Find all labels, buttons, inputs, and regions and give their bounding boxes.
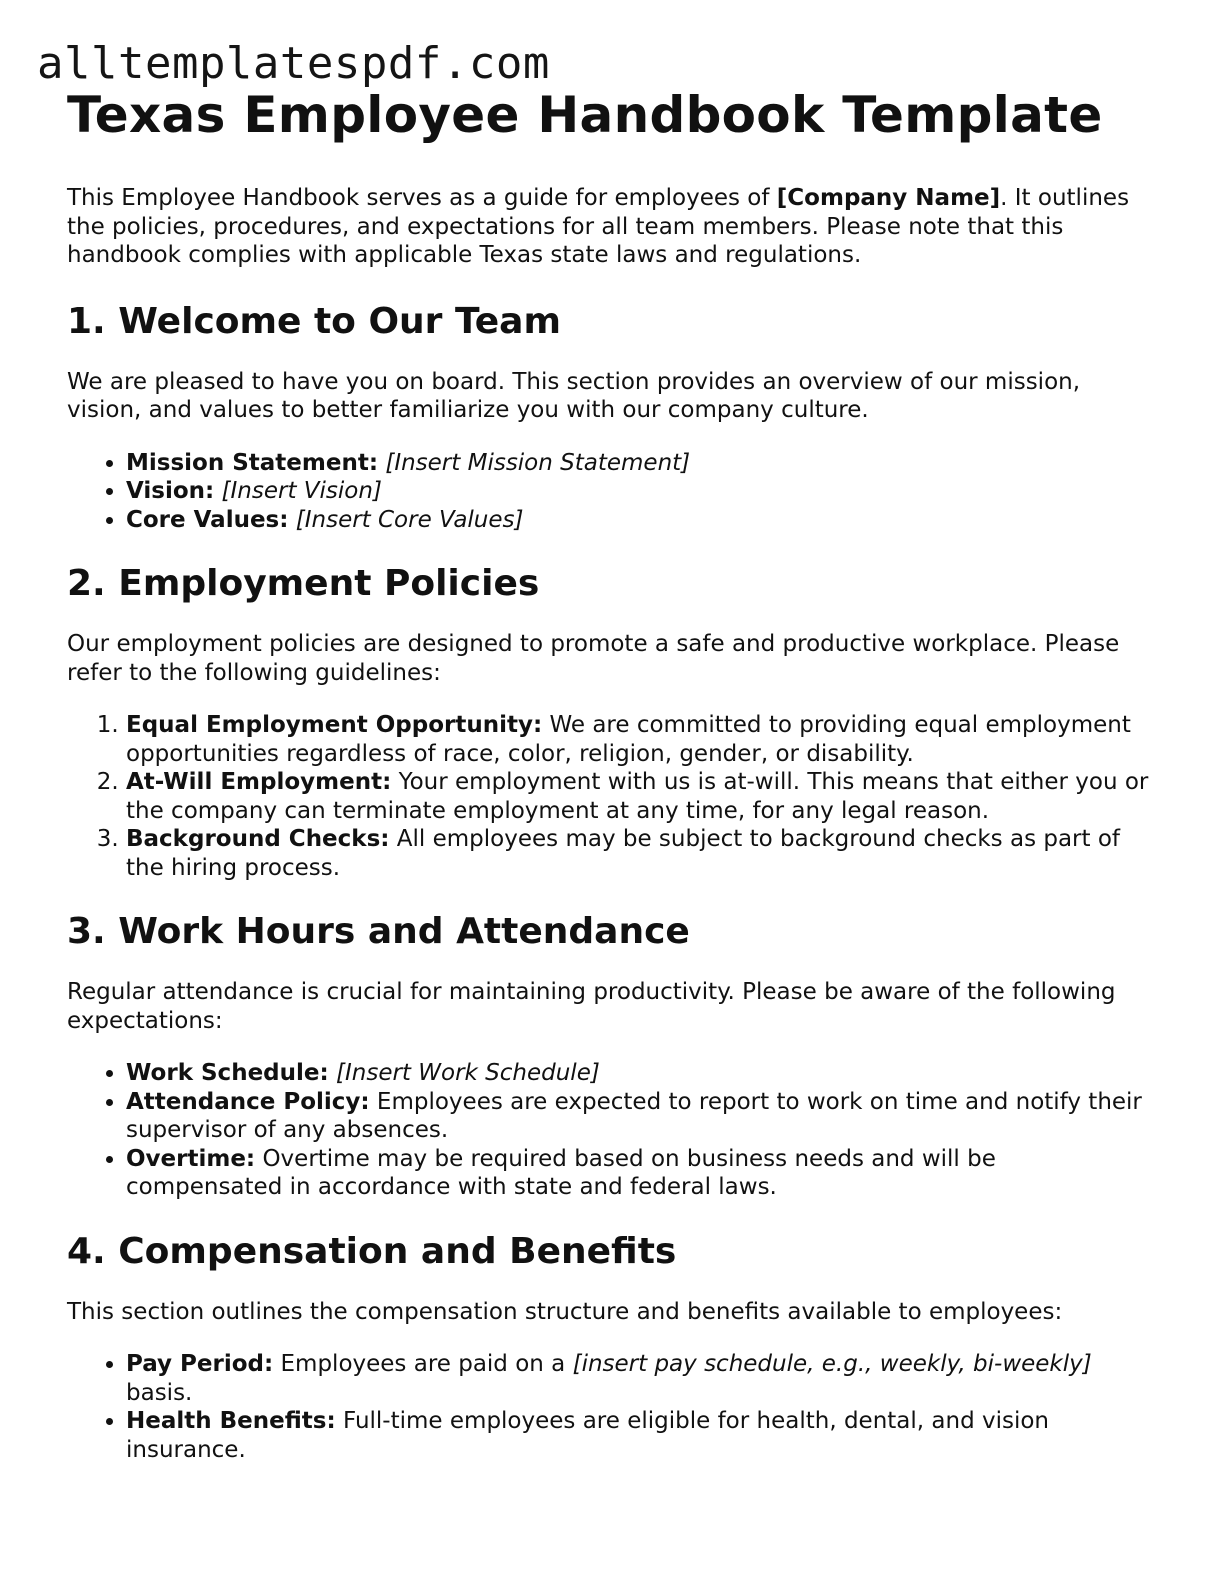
welcome-list — [67, 449, 1157, 535]
section-heading-compensation: 4. Compensation and Benefits — [67, 1230, 677, 1272]
item-text-after: basis. — [126, 1379, 193, 1406]
document-page — [67, 84, 1157, 1492]
item-label: Overtime: — [126, 1145, 256, 1172]
list-item-mission — [126, 449, 1157, 478]
item-text: Your employment with us is at-will. This means that either you or the company can terminate employment at any time, for any legal reason. — [126, 769, 1149, 824]
item-label: Equal Employment Opportunity: — [126, 712, 543, 738]
section-body-welcome: We are pleased to have you on board. This section provides an overview of our mission, vision, and values to better familiarize you with our company culture. — [67, 368, 1081, 423]
page-title: Texas Employee Handbook Template — [67, 86, 1103, 144]
item-label: Health Benefits: — [126, 1408, 336, 1434]
section-body-employment: Our employment policies are designed to promote a safe and productive workplace. Please refer to the following guidelines: — [67, 631, 1120, 686]
intro-paragraph — [67, 184, 1157, 270]
list-item-pay-period — [126, 1350, 1157, 1407]
item-label: Background Checks: — [126, 826, 390, 852]
employment-list — [67, 711, 1157, 882]
list-item-core-values — [126, 506, 1157, 535]
item-text: Employees are paid on a — [273, 1351, 573, 1377]
section-body-compensation: This section outlines the compensation structure and benefits available to employees: — [67, 1298, 1063, 1325]
list-item-at-will — [126, 768, 1157, 825]
item-label: Work Schedule: — [126, 1060, 329, 1086]
item-text: All employees may be subject to background checks as part of the hiring process. — [126, 826, 1121, 881]
watermark: alltemplatespdf.com — [37, 38, 550, 89]
item-placeholder: [Insert Mission Statement] — [385, 449, 691, 476]
item-text: Full-time employees are eligible for health, dental, and vision insurance. — [126, 1408, 1050, 1463]
item-label: Attendance Policy: — [126, 1088, 370, 1115]
section-body-hours: Regular attendance is crucial for maintaining productivity. Please be aware of the following expectations: — [67, 979, 1116, 1034]
list-item-overtime — [126, 1145, 1157, 1202]
list-item-health-benefits — [126, 1407, 1157, 1464]
section-heading-welcome: 1. Welcome to Our Team — [67, 300, 561, 342]
item-label: Core Values: — [126, 506, 289, 533]
item-text: Employees are expected to report to work on time and notify their supervisor of any absences. — [126, 1088, 1142, 1143]
item-label: Mission Statement: — [126, 449, 379, 476]
item-placeholder: [insert pay schedule, e.g., weekly, bi-weekly] — [572, 1351, 1092, 1377]
list-item-attendance-policy — [126, 1088, 1157, 1145]
item-placeholder: [Insert Core Values] — [295, 506, 524, 533]
list-item-equal-opportunity — [126, 711, 1157, 768]
company-name-placeholder: [Company Name] — [776, 185, 1001, 211]
list-item-work-schedule — [126, 1059, 1157, 1088]
list-item-background-checks — [126, 825, 1157, 882]
item-label: Vision: — [126, 478, 215, 504]
item-label: Pay Period: — [126, 1351, 274, 1377]
item-placeholder: [Insert Work Schedule] — [336, 1060, 600, 1086]
item-text: Overtime may be required based on business needs and will be compensated in accordance with state and federal laws. — [126, 1145, 996, 1200]
intro-text-after: . It outlines the policies, procedures, and expectations for all team members. Please note that this handbook complies with applicable Texas state laws and regulations. — [67, 185, 1130, 268]
item-label: At-Will Employment: — [126, 769, 392, 795]
section-heading-employment: 2. Employment Policies — [67, 563, 540, 604]
item-text: We are committed to providing equal employment opportunities regardless of race, color, religion, gender, or disability. — [126, 712, 1131, 767]
compensation-list — [67, 1350, 1157, 1464]
intro-text-before: This Employee Handbook serves as a guide for employees of — [67, 185, 777, 211]
list-item-vision — [126, 477, 1157, 506]
section-heading-hours: 3. Work Hours and Attendance — [67, 911, 690, 952]
item-placeholder: [Insert Vision] — [221, 478, 382, 504]
hours-list — [67, 1059, 1157, 1202]
